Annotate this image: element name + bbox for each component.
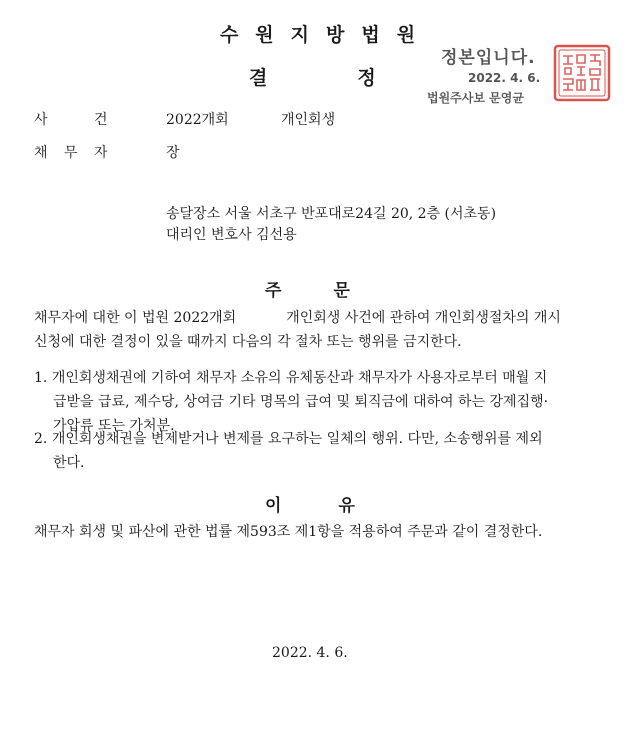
document-type-title — [249, 63, 376, 90]
order-item-line: 가압류 또는 가처분. — [53, 418, 175, 434]
order-line-1a: 채무자에 대한 이 법원 2022개회 — [34, 310, 237, 326]
court-seal-stamp — [553, 44, 611, 102]
reason-heading: 이 유 — [265, 496, 355, 516]
certification-date: 2022. 4. 6. — [468, 71, 541, 85]
service-address: 송달장소 서울 서초구 반포대로24길 20, 2층 (서초동) — [166, 206, 497, 222]
court-name: 수원지방법원 — [219, 24, 433, 46]
certified-copy-label: 정본입니다. — [441, 48, 536, 68]
debtor-name: 장 — [166, 145, 180, 161]
order-paragraph — [34, 306, 561, 354]
order-item-line: 한다. — [53, 455, 85, 471]
order-item-line: 급받을 급료, 제수당, 상여금 기타 명목의 급여 및 퇴직금에 대하여 하는 강제집행· — [53, 394, 549, 410]
document-type-right: 정 — [357, 67, 376, 89]
order-line-1b: 개인회생 사건에 관하여 개인회생절차의 개시 — [286, 310, 561, 326]
court-clerk-name: 법원주사보 문영균 — [427, 91, 524, 105]
document-type-left: 결 — [249, 67, 268, 89]
legal-agent: 대리인 변호사 김선용 — [166, 227, 297, 243]
order-line-2: 신청에 대한 결정이 있을 때까지 다음의 각 절차 또는 행위를 금지한다. — [34, 334, 462, 350]
reason-text: 채무자 회생 및 파산에 관한 법률 제593조 제1항을 적용하여 주문과 같이 결정한다. — [34, 524, 543, 540]
order-item-line: 개인회생채권에 기하여 채무자 소유의 유체동산과 채무자가 사용자로부터 매월 지 — [51, 370, 548, 386]
order-heading: 주 문 — [265, 281, 350, 301]
order-item-number: 2. — [34, 431, 48, 447]
case-type: 개인회생 — [281, 112, 336, 128]
case-label: 사 건 — [34, 112, 108, 128]
case-number: 2022개회 — [166, 112, 229, 128]
order-item-line: 개인회생채권을 변제받거나 변제를 요구하는 일체의 행위. 다만, 소송행위를 제외 — [51, 431, 543, 447]
debtor-label: 채 무 자 — [34, 145, 108, 161]
order-item-number: 1. — [34, 370, 48, 386]
decision-date: 2022. 4. 6. — [272, 645, 348, 661]
order-item-2 — [34, 427, 543, 475]
